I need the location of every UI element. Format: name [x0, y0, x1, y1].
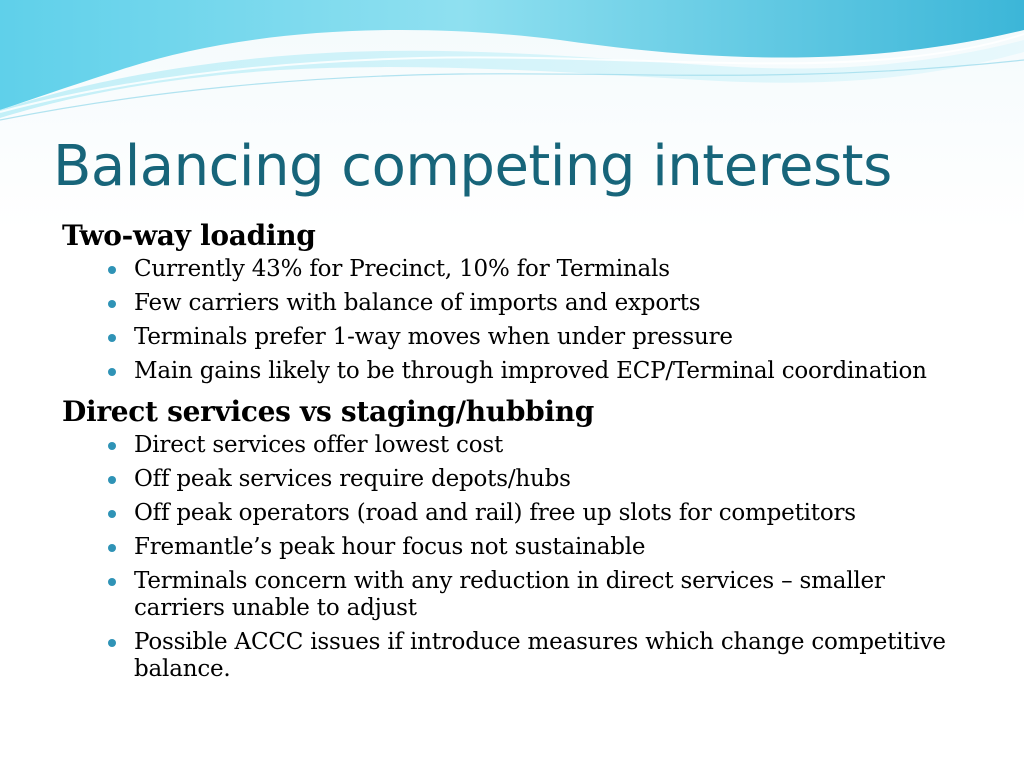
list-item — [134, 534, 962, 561]
list-item-text: Off peak services require depots/hubs — [134, 466, 571, 492]
bullet-icon — [108, 334, 116, 342]
bullet-icon — [108, 510, 116, 518]
list-item — [134, 629, 962, 683]
list-item-text: Possible ACCC issues if introduce measures which change competitive balance. — [134, 629, 946, 682]
bullet-list — [62, 432, 962, 683]
list-item — [134, 324, 962, 351]
bullet-icon — [108, 368, 116, 376]
section-heading: Two-way loading — [62, 219, 316, 252]
list-item — [134, 358, 962, 385]
bullet-icon — [108, 442, 116, 450]
list-item — [134, 256, 962, 283]
bullet-icon — [108, 266, 116, 274]
section-direct-services — [62, 392, 962, 683]
bullet-icon — [108, 639, 116, 647]
list-item — [134, 290, 962, 317]
bullet-list — [62, 256, 962, 385]
list-item-text: Off peak operators (road and rail) free up slots for competitors — [134, 500, 856, 526]
list-item-text: Direct services offer lowest cost — [134, 432, 504, 458]
list-item-text: Terminals prefer 1-way moves when under pressure — [134, 324, 733, 350]
list-item-text: Few carriers with balance of imports and exports — [134, 290, 701, 316]
header-wave-decoration — [0, 0, 1024, 130]
list-item-text: Main gains likely to be through improved ECP/Terminal coordination — [134, 358, 927, 384]
list-item-text: Terminals concern with any reduction in direct services – smaller carriers unable to adjust — [134, 568, 885, 621]
list-item — [134, 500, 962, 527]
bullet-icon — [108, 476, 116, 484]
list-item — [134, 432, 962, 459]
list-item-text: Currently 43% for Precinct, 10% for Terminals — [134, 256, 670, 282]
slide-content — [62, 216, 962, 690]
list-item — [134, 466, 962, 493]
section-heading: Direct services vs staging/hubbing — [62, 395, 595, 428]
section-two-way-loading — [62, 216, 962, 385]
bullet-icon — [108, 578, 116, 586]
slide-title: Balancing competing interests — [53, 134, 892, 199]
list-item-text: Fremantle’s peak hour focus not sustainable — [134, 534, 646, 560]
bullet-icon — [108, 544, 116, 552]
list-item — [134, 568, 962, 622]
bullet-icon — [108, 300, 116, 308]
